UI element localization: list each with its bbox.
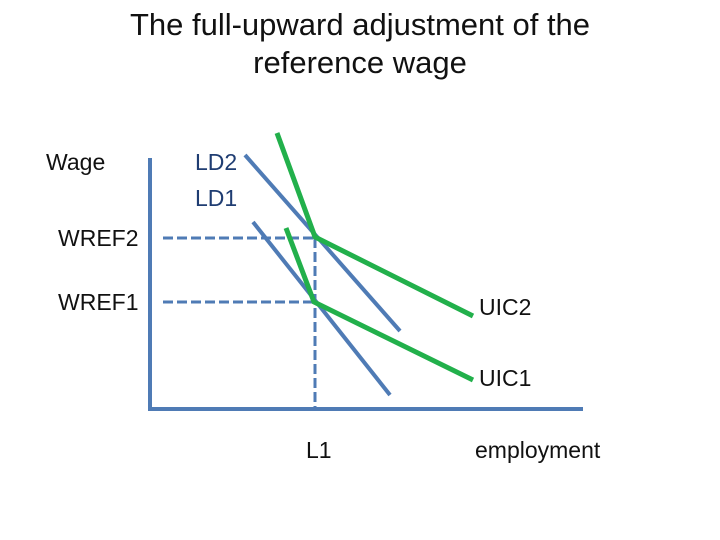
- x-axis-label: employment: [475, 437, 601, 463]
- ld1-label: LD1: [195, 185, 238, 211]
- l1-label: L1: [306, 437, 332, 463]
- uic1-label: UIC1: [479, 365, 532, 391]
- ld1-curve: [253, 222, 390, 395]
- title-line-1: The full-upward adjustment of the: [129, 7, 591, 42]
- wref2-label: WREF2: [58, 225, 139, 251]
- uic2-label: UIC2: [479, 294, 532, 320]
- wref1-label: WREF1: [58, 289, 139, 315]
- ld2-label: LD2: [195, 149, 238, 175]
- title-line-2: reference wage: [253, 45, 467, 80]
- y-axis-label: Wage: [46, 149, 106, 175]
